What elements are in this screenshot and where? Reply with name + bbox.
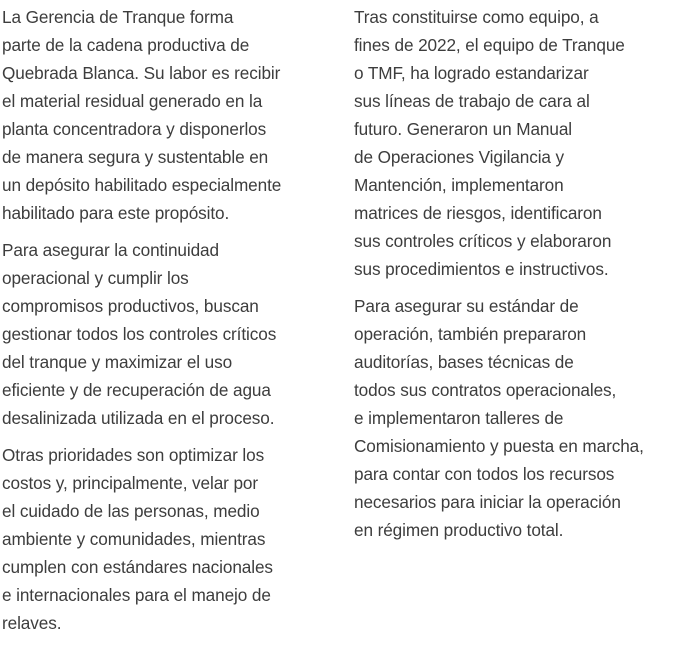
text-line: matrices de riesgos, identificaron [354,203,602,223]
text-line: del tranque y maximizar el uso [2,352,233,372]
text-line: o TMF, ha logrado estandarizar [354,63,589,83]
text-line: futuro. Generaron un Manual [354,119,573,139]
text-line: Para asegurar la continuidad [2,240,219,260]
text-line: de manera segura y sustentable en [2,147,269,167]
text-line: en régimen productivo total. [354,520,564,540]
right-column [354,3,680,553]
text-line: desalinizada utilizada en el proceso. [2,408,275,428]
text-line: e implementaron talleres de [354,408,564,428]
text-line: para contar con todos los recursos [354,464,615,484]
text-line: e internacionales para el manejo de [2,585,271,605]
text-line: ambiente y comunidades, mientras [2,529,266,549]
text-line: sus controles críticos y elaboraron [354,231,612,251]
text-line: Otras prioridades son optimizar los [2,445,265,465]
text-line: sus líneas de trabajo de cara al [354,91,590,111]
text-line: compromisos productivos, buscan [2,296,259,316]
text-line: La Gerencia de Tranque forma [2,7,234,27]
text-line: necesarios para iniciar la operación [354,492,621,512]
text-line: un depósito habilitado especialmente [2,175,282,195]
left-column [2,3,332,646]
text-line: Tras constituirse como equipo, a [354,7,599,27]
text-line: Comisionamiento y puesta en marcha, [354,436,644,456]
text-line: costos y, principalmente, velar por [2,473,259,493]
text-line: cumplen con estándares nacionales [2,557,273,577]
text-line: todos sus contratos operacionales, [354,380,617,400]
text-line: eficiente y de recuperación de agua [2,380,271,400]
text-line: fines de 2022, el equipo de Tranque [354,35,625,55]
text-line: operación, también prepararon [354,324,587,344]
text-line: relaves. [2,613,62,633]
text-line: el cuidado de las personas, medio [2,501,260,521]
text-line: sus procedimientos e instructivos. [354,259,609,279]
text-line: gestionar todos los controles críticos [2,324,277,344]
paragraph-estandar-operacion [354,292,680,544]
text-line: Para asegurar su estándar de [354,296,579,316]
text-line: Mantención, implementaron [354,175,564,195]
text-line: parte de la cadena productiva de [2,35,250,55]
text-line: operacional y cumplir los [2,268,189,288]
paragraph-otras-prioridades [2,441,332,637]
text-line: Quebrada Blanca. Su labor es recibir [2,63,281,83]
text-line: auditorías, bases técnicas de [354,352,574,372]
paragraph-constitucion-equipo [354,3,680,283]
paragraph-continuidad-operacional [2,236,332,432]
text-line: habilitado para este propósito. [2,203,230,223]
text-line: de Operaciones Vigilancia y [354,147,565,167]
text-line: el material residual generado en la [2,91,263,111]
text-line: planta concentradora y disponerlos [2,119,267,139]
paragraph-gerencia-tranque [2,3,332,227]
